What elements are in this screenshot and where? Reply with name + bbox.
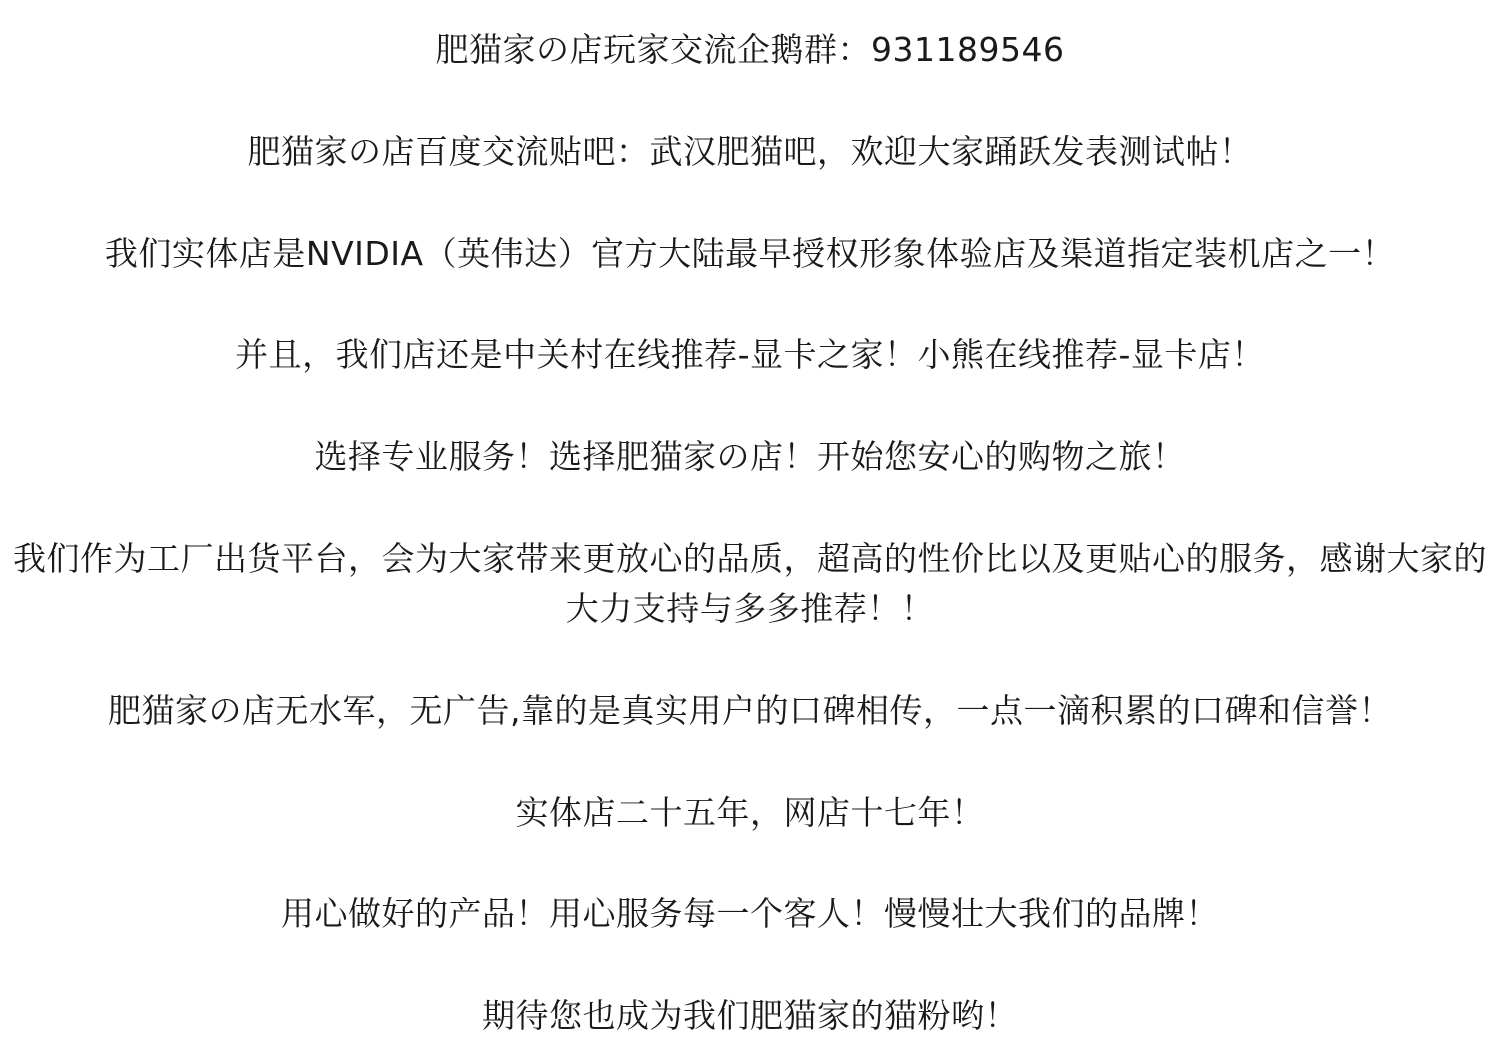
baidu-tieba-line: 肥猫家の店百度交流贴吧：武汉肥猫吧，欢迎大家踊跃发表测试帖！ xyxy=(247,132,1253,171)
factory-platform-line-continued: 大力支持与多多推荐！！ xyxy=(565,589,935,628)
factory-platform-line: 我们作为工厂出货平台，会为大家带来更放心的品质，超高的性价比以及更贴心的服务，感谢大家的 xyxy=(13,539,1487,578)
choose-service-line: 选择专业服务！选择肥猫家の店！开始您安心的购物之旅！ xyxy=(314,437,1186,476)
recommendation-line: 并且，我们店还是中关村在线推荐-显卡之家！小熊在线推荐-显卡店！ xyxy=(235,335,1265,374)
nvidia-store-line: 我们实体店是NVIDIA（英伟达）官方大陆最早授权形象体验店及渠道指定装机店之一！ xyxy=(104,234,1396,273)
dedication-line: 用心做好的产品！用心服务每一个客人！慢慢壮大我们的品牌！ xyxy=(281,894,1219,933)
reputation-line: 肥猫家の店无水军，无广告,靠的是真实用户的口碑相传，一点一滴积累的口碑和信誉！ xyxy=(108,691,1392,730)
store-history-line: 实体店二十五年，网店十七年！ xyxy=(515,793,985,832)
closing-line: 期待您也成为我们肥猫家的猫粉哟！ xyxy=(482,996,1018,1035)
qq-group-line: 肥猫家の店玩家交流企鹅群：931189546 xyxy=(435,30,1065,69)
